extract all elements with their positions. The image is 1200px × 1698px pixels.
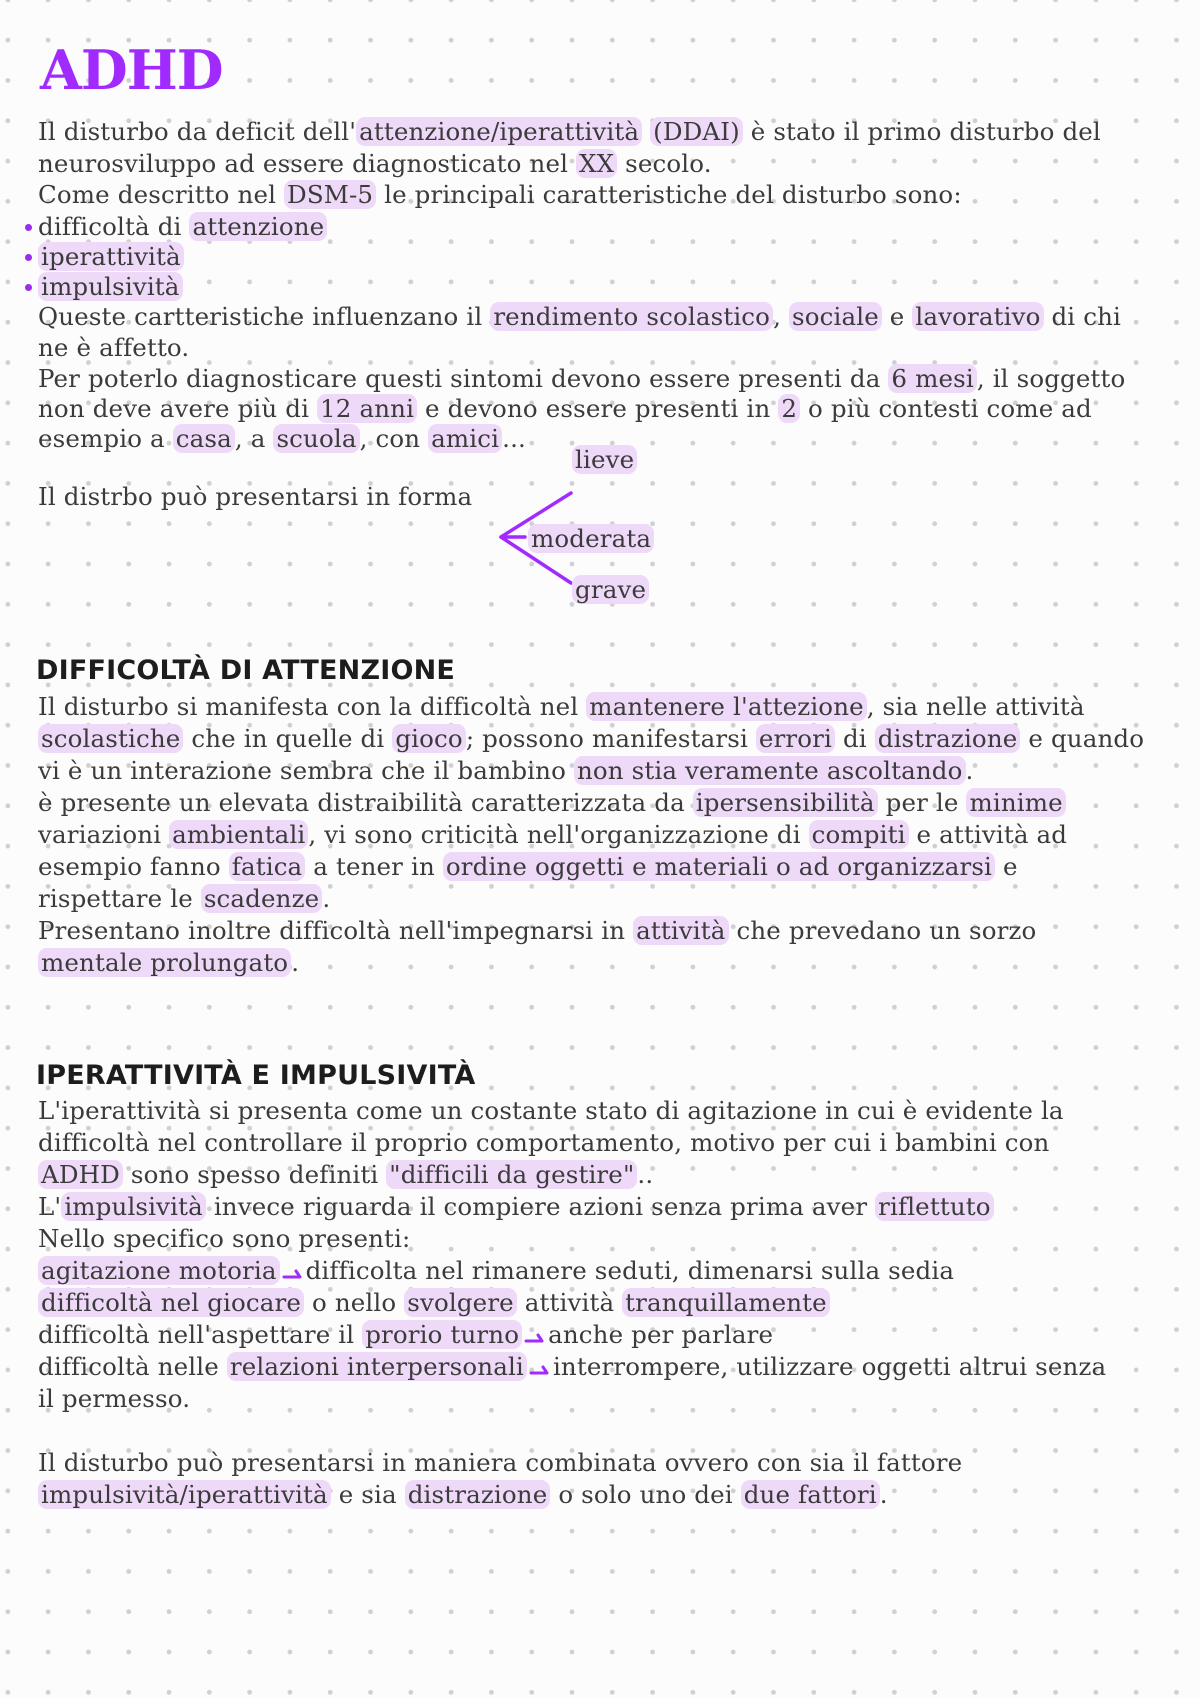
highlight: impulsività/iperattività bbox=[38, 1480, 331, 1509]
arrow-right-icon bbox=[529, 1362, 551, 1376]
text: e sia bbox=[330, 1480, 405, 1509]
highlight: "difficili da gestire" bbox=[386, 1160, 637, 1189]
arrow-right-icon bbox=[524, 1330, 546, 1344]
highlight: agitazione motoria bbox=[38, 1256, 280, 1285]
section2-line: L'iperattività si presenta come un costante stato di agitazione in cui è evidente la bbox=[38, 1096, 1064, 1125]
text: non deve avere più di bbox=[38, 394, 318, 423]
text: Il disturbo si manifesta con la difficoltà nel bbox=[38, 692, 587, 721]
text: .. bbox=[637, 1160, 654, 1189]
highlight: prorio turno bbox=[362, 1320, 522, 1349]
text: , a bbox=[234, 424, 274, 453]
text: esempio fanno bbox=[38, 852, 229, 881]
intro-line bbox=[38, 362, 1168, 395]
text: interrompere, utilizzare oggetti altrui senza bbox=[552, 1352, 1107, 1381]
section2-line bbox=[38, 1350, 1168, 1383]
highlight: scolastiche bbox=[38, 724, 183, 753]
text: esempio a bbox=[38, 424, 173, 453]
highlight: grave bbox=[572, 575, 649, 604]
text: e quando bbox=[1020, 724, 1145, 753]
highlight: attenzione bbox=[189, 212, 327, 241]
highlight: 6 mesi bbox=[888, 364, 976, 393]
highlight: distrazione bbox=[405, 1480, 551, 1509]
highlight: casa bbox=[173, 424, 235, 453]
highlight: svolgere bbox=[404, 1288, 517, 1317]
section1-line bbox=[38, 722, 1168, 755]
highlight: rendimento scolastico bbox=[490, 302, 773, 331]
intro-line bbox=[38, 147, 1168, 180]
text: o solo uno dei bbox=[550, 1480, 741, 1509]
text: Il disturbo da deficit dell' bbox=[38, 117, 357, 146]
text: anche per parlare bbox=[548, 1320, 774, 1349]
text: Presentano inoltre difficoltà nell'impegnarsi in bbox=[38, 916, 634, 945]
page-title: ADHD bbox=[40, 38, 223, 102]
highlight: mentale prolungato bbox=[38, 948, 291, 977]
text: di bbox=[835, 724, 875, 753]
form-option bbox=[572, 443, 637, 476]
highlight: due fattori bbox=[741, 1480, 880, 1509]
bullet-dot bbox=[25, 254, 32, 261]
section-heading: IPERATTIVITÀ E IMPULSIVITÀ bbox=[36, 1060, 476, 1091]
highlight: fatica bbox=[229, 852, 306, 881]
bullet-dot bbox=[25, 224, 32, 231]
highlight: ambientali bbox=[169, 820, 308, 849]
highlight: compiti bbox=[809, 820, 909, 849]
intro-line bbox=[38, 300, 1168, 333]
highlight: impulsività bbox=[38, 272, 183, 301]
section2-line: Il disturbo può presentarsi in maniera combinata ovvero con sia il fattore bbox=[38, 1448, 963, 1477]
text: , bbox=[773, 302, 789, 331]
text: Come descritto nel bbox=[38, 180, 285, 209]
highlight: attenzione/iperattività bbox=[356, 117, 642, 146]
section1-line bbox=[38, 850, 1168, 883]
text: e attività ad bbox=[908, 820, 1068, 849]
forms-lead: Il distrbo può presentarsi in forma bbox=[38, 482, 473, 511]
intro-line bbox=[38, 115, 1168, 148]
section-heading: DIFFICOLTÀ DI ATTENZIONE bbox=[36, 655, 456, 686]
highlight: distrazione bbox=[875, 724, 1021, 753]
highlight: relazioni interpersonali bbox=[227, 1352, 527, 1381]
text: è presente un elevata distraibilità caratterizzata da bbox=[38, 788, 693, 817]
bullet-item bbox=[38, 240, 1168, 273]
text: , sia nelle attività bbox=[866, 692, 1085, 721]
bullet-item bbox=[38, 210, 1168, 243]
highlight: lavorativo bbox=[912, 302, 1043, 331]
text: . bbox=[879, 1480, 888, 1509]
highlight: lieve bbox=[572, 445, 637, 474]
highlight: tranquillamente bbox=[622, 1288, 830, 1317]
text: le principali caratteristiche del disturbo sono: bbox=[376, 180, 962, 209]
text: ne è affetto. bbox=[38, 333, 190, 362]
highlight: moderata bbox=[528, 524, 654, 553]
highlight: XX bbox=[576, 149, 617, 178]
section2-line: difficoltà nel controllare il proprio comportamento, motivo per cui i bambini con bbox=[38, 1128, 1050, 1157]
highlight: attività bbox=[633, 916, 728, 945]
text: ; possono manifestarsi bbox=[465, 724, 756, 753]
text: . bbox=[291, 948, 300, 977]
highlight: (DDAI) bbox=[650, 117, 743, 146]
intro-line bbox=[38, 178, 1168, 211]
text: e bbox=[881, 302, 913, 331]
section1-line bbox=[38, 914, 1168, 947]
text: . bbox=[322, 884, 331, 913]
highlight: 2 bbox=[778, 394, 800, 423]
section1-line bbox=[38, 754, 1168, 787]
text: attività bbox=[516, 1288, 623, 1317]
text: rispettare le bbox=[38, 884, 201, 913]
text: Queste cartteristiche influenzano il bbox=[38, 302, 491, 331]
text: è stato il primo disturbo del bbox=[742, 117, 1101, 146]
highlight: gioco bbox=[392, 724, 466, 753]
highlight: scuola bbox=[273, 424, 359, 453]
text: e bbox=[995, 852, 1018, 881]
highlight: 12 anni bbox=[317, 394, 417, 423]
text: di chi bbox=[1043, 302, 1121, 331]
text: che prevedano un sorzo bbox=[728, 916, 1037, 945]
highlight: ordine oggetti e materiali o ad organizzarsi bbox=[443, 852, 995, 881]
section2-line: il permesso. bbox=[38, 1384, 191, 1413]
section2-line bbox=[38, 1478, 1168, 1511]
text: . bbox=[965, 756, 974, 785]
text: variazioni bbox=[38, 820, 170, 849]
text: difficolta nel rimanere seduti, dimenarsi sulla sedia bbox=[305, 1256, 955, 1285]
text: L' bbox=[38, 1192, 62, 1221]
highlight: impulsività bbox=[61, 1192, 206, 1221]
bullet-item bbox=[38, 270, 1168, 303]
highlight: DSM-5 bbox=[284, 180, 376, 209]
text: Per poterlo diagnosticare questi sintomi devono essere presenti da bbox=[38, 364, 889, 393]
highlight: errori bbox=[756, 724, 835, 753]
highlight: riflettuto bbox=[875, 1192, 994, 1221]
text: sono spesso definiti bbox=[122, 1160, 387, 1189]
section2-line bbox=[38, 1254, 1168, 1287]
section1-line bbox=[38, 882, 1168, 915]
section2-line bbox=[38, 1318, 1168, 1351]
bullet-dot bbox=[25, 284, 32, 291]
intro-line bbox=[38, 392, 1168, 425]
section2-line bbox=[38, 1158, 1168, 1191]
text: , il soggetto bbox=[976, 364, 1126, 393]
text: o più contesti come ad bbox=[800, 394, 1092, 423]
text: difficoltà nell'aspettare il bbox=[38, 1320, 363, 1349]
text: a tener in bbox=[305, 852, 443, 881]
highlight: ADHD bbox=[38, 1160, 123, 1189]
text bbox=[642, 117, 650, 146]
section2-line: Nello specifico sono presenti: bbox=[38, 1224, 411, 1253]
arrow-right-icon bbox=[282, 1266, 304, 1280]
text: o nello bbox=[304, 1288, 405, 1317]
section2-line bbox=[38, 1190, 1168, 1223]
highlight: mantenere l'attezione bbox=[586, 692, 867, 721]
highlight: minime bbox=[966, 788, 1065, 817]
text: vi è un interazione sembra che il bambino bbox=[38, 756, 574, 785]
section1-line bbox=[38, 690, 1168, 723]
text: , vi sono criticità nell'organizzazione di bbox=[308, 820, 809, 849]
highlight: sociale bbox=[789, 302, 882, 331]
text: difficoltà nelle bbox=[38, 1352, 227, 1381]
form-option bbox=[528, 522, 654, 555]
section1-line bbox=[38, 786, 1168, 819]
highlight: scadenze bbox=[201, 884, 322, 913]
text: che in quelle di bbox=[183, 724, 393, 753]
highlight: ipersensibilità bbox=[693, 788, 878, 817]
text: invece riguarda il compiere azioni senza prima aver bbox=[205, 1192, 876, 1221]
text: secolo. bbox=[617, 149, 712, 178]
highlight: amici bbox=[428, 424, 502, 453]
text: ... bbox=[502, 424, 526, 453]
section2-line bbox=[38, 1286, 1168, 1319]
highlight: difficoltà nel giocare bbox=[38, 1288, 304, 1317]
text: neurosviluppo ad essere diagnosticato nel bbox=[38, 149, 577, 178]
highlight: non stia veramente ascoltando bbox=[574, 756, 966, 785]
section1-line bbox=[38, 818, 1168, 851]
text: per le bbox=[877, 788, 967, 817]
text: e devono essere presenti in bbox=[417, 394, 779, 423]
form-option bbox=[572, 573, 649, 606]
intro-line bbox=[38, 331, 1168, 364]
text: , con bbox=[359, 424, 429, 453]
section1-line bbox=[38, 946, 1168, 979]
highlight: iperattività bbox=[38, 242, 184, 271]
text: difficoltà di bbox=[38, 212, 190, 241]
